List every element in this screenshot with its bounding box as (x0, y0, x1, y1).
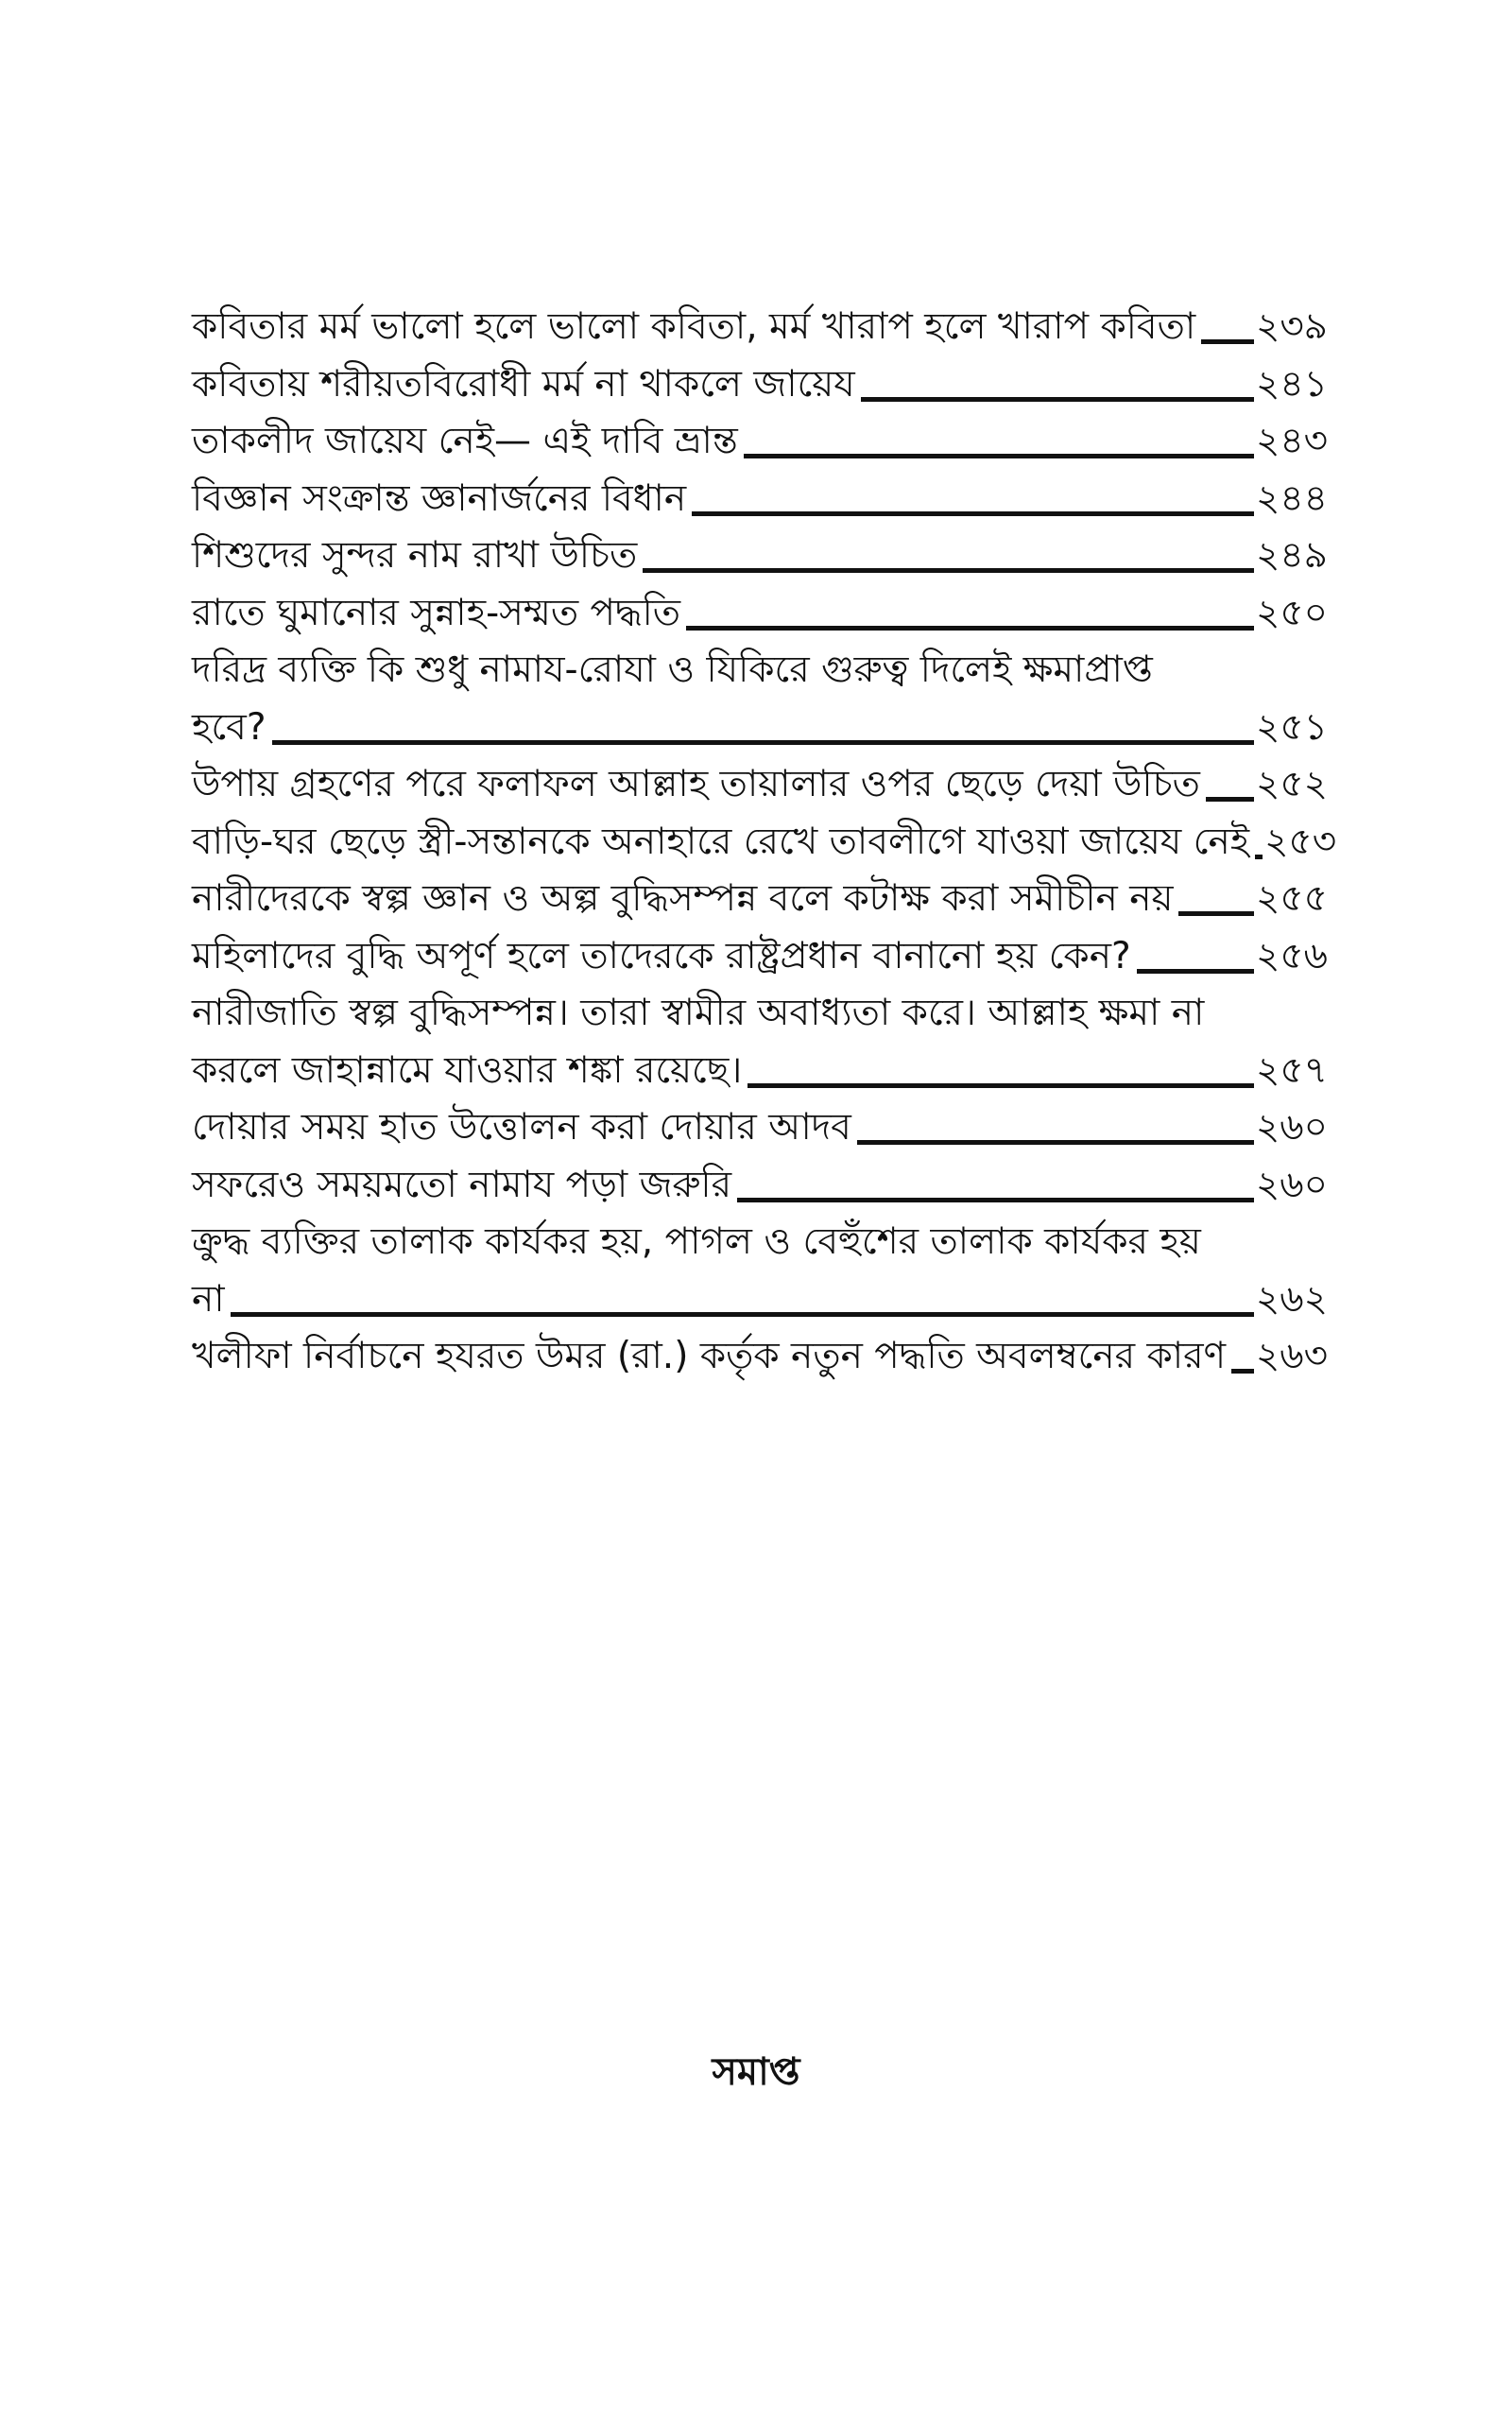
toc-page-number: ২৫২ (1255, 763, 1328, 805)
toc-entry-row (192, 1099, 1328, 1157)
toc-leader-line (744, 454, 1254, 458)
toc-entry (192, 928, 1328, 986)
toc-leader-line (1178, 911, 1254, 916)
toc-page-number: ২৫৬ (1255, 934, 1328, 977)
toc-entry (192, 871, 1328, 928)
toc-leader-line (1206, 797, 1254, 802)
table-of-contents (192, 299, 1337, 1386)
toc-entry (192, 413, 1328, 471)
toc-entry-row (192, 299, 1328, 356)
toc-entry (192, 642, 1328, 756)
toc-entry-title-line: ক্রুদ্ধ ব্যক্তির তালাক কার্যকর হয়, পাগল ও বেহুঁশের তালাক কার্যকর হয় (192, 1220, 1201, 1263)
toc-page-number: ২৬০ (1255, 1106, 1328, 1149)
toc-page-number: ২৫৫ (1256, 877, 1328, 920)
toc-leader-line (1231, 1369, 1254, 1374)
toc-entry-title: দোয়ার সময় হাত উত্তোলন করা দোয়ার আদব (192, 1106, 851, 1149)
toc-entry-title: নারীদেরকে স্বল্প জ্ঞান ও অল্প বুদ্ধিসম্পন্ন বলে কটাক্ষ করা সমীচীন নয় (192, 877, 1174, 920)
toc-entry-row (192, 1271, 1328, 1329)
toc-entry-title: রাতে ঘুমানোর সুন্নাহ-সম্মত পদ্ধতি (192, 591, 681, 634)
toc-entry-row (192, 471, 1328, 528)
toc-page-number: ২৪১ (1256, 362, 1328, 406)
toc-entry (192, 814, 1337, 872)
toc-page-number: ২৩৯ (1255, 305, 1328, 348)
toc-entry-title: সফরেও সময়মতো নামায পড়া জরুরি (192, 1163, 732, 1206)
toc-leader-line (231, 1312, 1254, 1317)
toc-leader-line (747, 1083, 1254, 1088)
toc-entry-row (192, 1328, 1328, 1386)
toc-entry-title: মহিলাদের বুদ্ধি অপূর্ণ হলে তাদেরকে রাষ্ট্রপ্রধান বানানো হয় কেন? (192, 934, 1131, 977)
toc-leader-line (686, 626, 1254, 631)
toc-entry (192, 299, 1328, 356)
toc-leader-line (1137, 969, 1254, 974)
toc-entry (192, 756, 1328, 814)
toc-leader-line (861, 397, 1254, 402)
toc-page-number: ২৫১ (1256, 705, 1328, 749)
toc-leader-line (857, 1140, 1254, 1145)
toc-entry-title: কবিতার মর্ম ভালো হলে ভালো কবিতা, মর্ম খারাপ হলে খারাপ কবিতা (192, 305, 1196, 348)
toc-entry-title: বাড়ি-ঘর ছেড়ে স্ত্রী-সন্তানকে অনাহারে রেখে তাবলীগে যাওয়া জায়েয নেই (192, 820, 1250, 863)
toc-page-number: ২৪৩ (1255, 420, 1328, 462)
toc-entry-title: উপায় গ্রহণের পরে ফলাফল আল্লাহ তায়ালার ওপর ছেড়ে দেয়া উচিত (192, 763, 1200, 805)
toc-entry-row (192, 356, 1328, 414)
toc-entry-title: তাকলীদ জায়েয নেই— এই দাবি ভ্রান্ত (192, 420, 738, 462)
toc-leader-line (737, 1198, 1254, 1202)
toc-page-number: ২৫০ (1255, 591, 1328, 634)
toc-entry-title-line: দরিদ্র ব্যক্তি কি শুধু নামায-রোযা ও যিকিরে গুরুত্ব দিলেই ক্ষমাপ্রাপ্ত (192, 648, 1153, 691)
toc-entry-row (192, 700, 1328, 757)
toc-entry-title: হবে? (192, 705, 266, 749)
toc-entry-row (192, 585, 1328, 643)
toc-entry-row (192, 527, 1328, 585)
toc-entry (192, 1214, 1328, 1328)
end-mark: সমাপ্ত (712, 2050, 800, 2094)
toc-entry-title-line: নারীজাতি স্বল্প বুদ্ধিসম্পন্ন। তারা স্বামীর অবাধ্যতা করে। আল্লাহ ক্ষমা না (192, 992, 1205, 1034)
toc-entry (192, 471, 1328, 528)
toc-page-number: ২৬২ (1255, 1277, 1328, 1321)
toc-leader-line (643, 568, 1254, 573)
toc-page-number: ২৫৭ (1255, 1048, 1328, 1092)
toc-entry-title: কবিতায় শরীয়তবিরোধী মর্ম না থাকলে জায়েয (192, 362, 855, 406)
toc-entry-row (192, 1157, 1328, 1215)
toc-leader-line (272, 740, 1254, 745)
toc-entry-title: শিশুদের সুন্দর নাম রাখা উচিত (192, 534, 638, 577)
toc-entry-title: না (192, 1277, 225, 1321)
toc-entry (192, 1328, 1328, 1386)
toc-page-number: ২৪৪ (1256, 476, 1328, 520)
toc-entry (192, 356, 1328, 414)
toc-entry-row (192, 814, 1337, 872)
toc-page-number: ২৬০ (1255, 1163, 1328, 1206)
toc-entry-row (192, 928, 1328, 986)
toc-page-number: ২৬৩ (1255, 1335, 1328, 1377)
toc-leader-line (1201, 339, 1254, 344)
toc-entry-row (192, 1043, 1328, 1100)
toc-entry-row (192, 756, 1328, 814)
toc-entry-row (192, 413, 1328, 471)
toc-entry (192, 527, 1328, 585)
toc-entry-title: খলীফা নির্বাচনে হযরত উমর (রা.) কর্তৃক নতুন পদ্ধতি অবলম্বনের কারণ (192, 1335, 1227, 1377)
toc-leader-line (1255, 855, 1263, 859)
toc-entry-row (192, 871, 1328, 928)
toc-entry (192, 1099, 1328, 1157)
toc-page-number: ২৫৩ (1264, 820, 1337, 863)
toc-entry-title: করলে জাহান্নামে যাওয়ার শঙ্কা রয়েছে। (192, 1048, 743, 1092)
toc-page-number: ২৪৯ (1256, 534, 1328, 577)
toc-entry (192, 1157, 1328, 1215)
toc-entry (192, 585, 1328, 643)
toc-entry (192, 985, 1328, 1099)
toc-leader-line (692, 511, 1254, 516)
toc-entry-title: বিজ্ঞান সংক্রান্ত জ্ঞানার্জনের বিধান (192, 476, 687, 520)
